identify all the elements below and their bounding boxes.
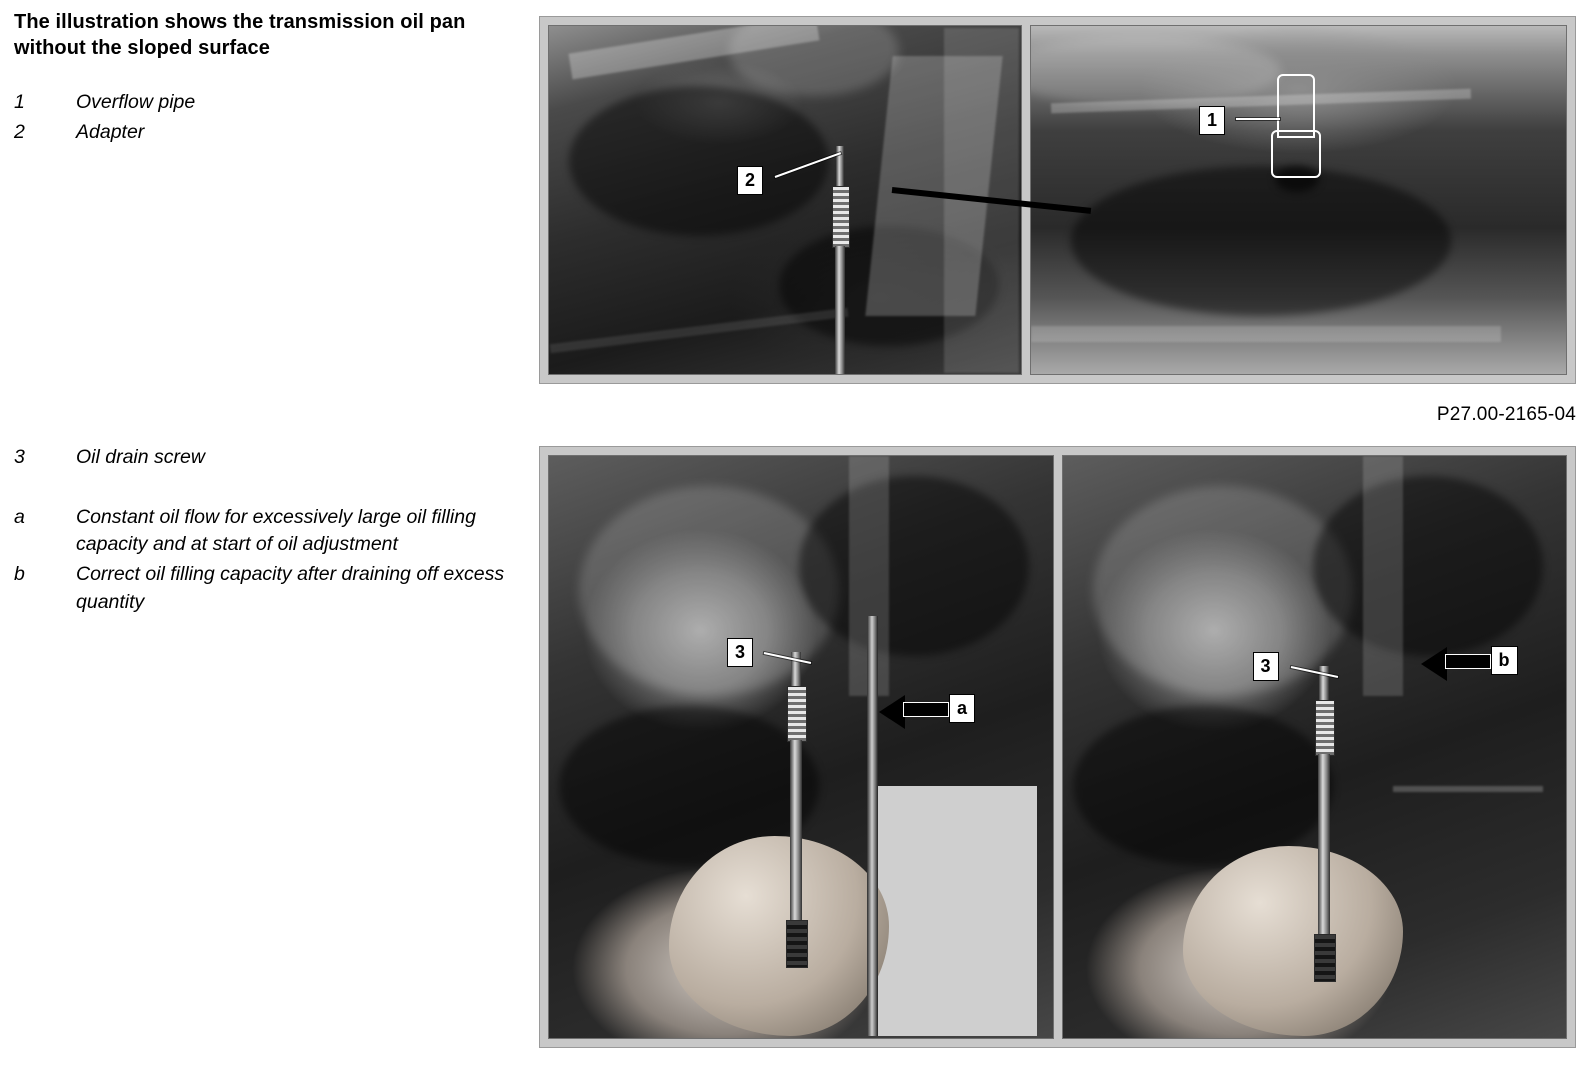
floor-area [867,786,1037,1036]
drain-screw-tool [1309,666,1337,996]
legend-key: 2 [14,120,25,143]
callout-adapter: 2 [737,166,763,195]
callout-drain-screw-left: 3 [727,638,753,667]
legend-item [14,89,514,117]
adapter-tool [830,146,850,375]
page-title: The illustration shows the transmission oil pan without the sloped surface [14,11,466,59]
photo-drain-screw-flow-b [1062,455,1568,1039]
arrow-flow-a [879,692,999,732]
photo-oil-pan [1030,25,1567,375]
photo-highlight [1093,486,1353,696]
photo-drain-screw-flow-a [548,455,1054,1039]
callout-overflow-pipe: 1 [1199,106,1225,135]
photo-highlight [1030,36,1281,106]
legend-key: b [14,563,25,586]
legend-top-block [14,10,514,149]
legend-text: Adapter [76,120,145,143]
legend-spacer [14,474,514,504]
callout-drain-screw-right: 3 [1253,652,1279,681]
legend-key: 1 [14,91,25,114]
arrow-flow-b [1421,644,1541,684]
figure-bottom [539,446,1576,1048]
photo-shadow [1313,476,1543,656]
photo-shadow [1073,706,1333,866]
hand [1183,846,1403,1036]
photo-underbody-adapter [548,25,1022,375]
legend-item [14,561,514,616]
legend-text: Constant oil flow for excessively large oil filling capacity and at start of oil adjustment [76,505,476,556]
legend-item [14,119,514,147]
oil-stream-bar [867,616,878,1036]
legend-text: Overflow pipe [76,91,196,114]
figure-top [539,16,1576,384]
legend-text: Oil drain screw [76,446,205,468]
callout-flow-a: a [949,694,975,723]
legend-key: 3 [14,446,25,468]
drain-screw-tool [781,652,809,982]
overflow-pipe-outline [1277,74,1315,138]
legend-item [14,444,514,472]
leader-line-overflow-pipe [1236,118,1280,120]
photo-streak [1363,456,1403,696]
legend-bottom-block [14,444,514,618]
legend-text: Correct oil filling capacity after draining off excess quantity [76,563,505,613]
photo-shadow [569,86,829,236]
legend-key: a [14,505,25,528]
figure-code: P27.00-2165-04 [1436,404,1576,425]
photo-shadow [1071,166,1451,316]
overflow-pipe-outline [1271,130,1321,178]
callout-flow-b: b [1491,646,1518,675]
legend-item [14,504,514,559]
photo-streak [550,308,849,353]
photo-streak [1031,326,1501,342]
hand [669,836,889,1036]
photo-streak [1393,786,1543,792]
photo-shadow [799,476,1029,656]
